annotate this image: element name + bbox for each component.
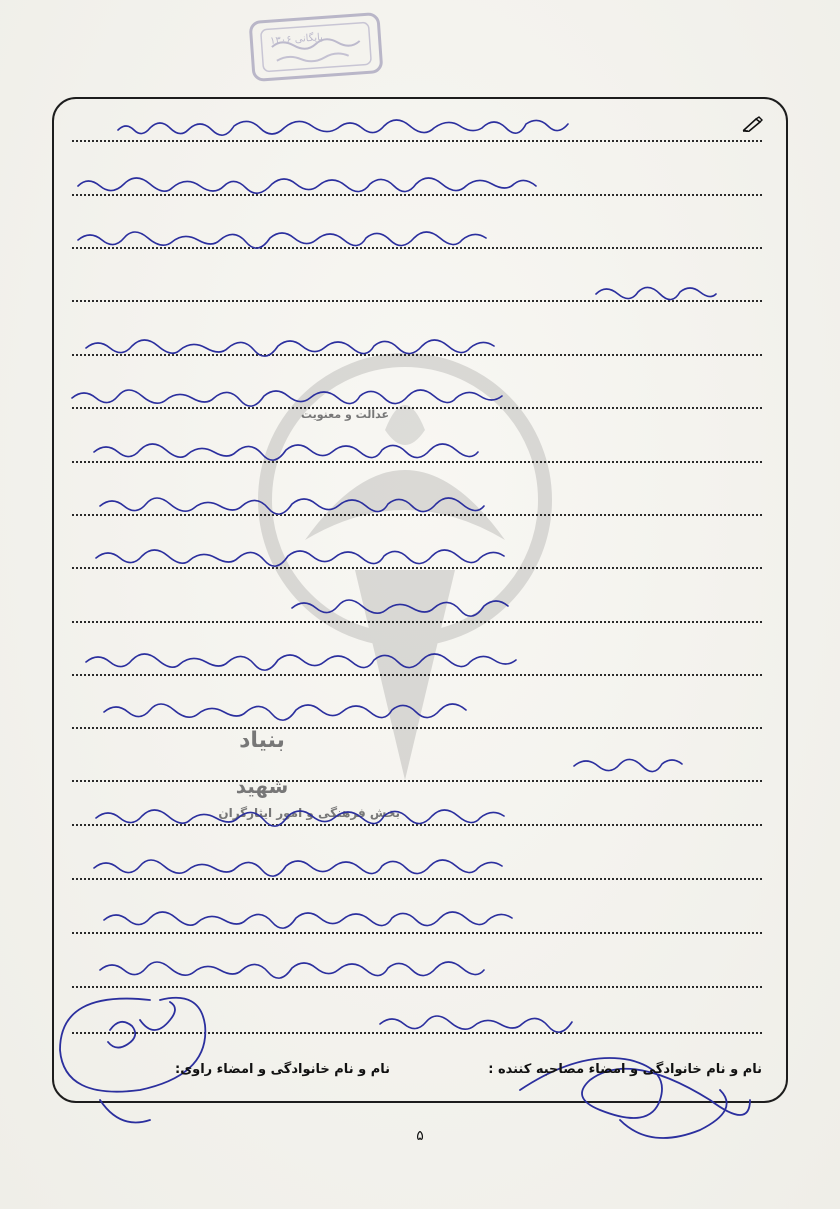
signature-mark [108, 1002, 175, 1048]
handwriting-line-15 [94, 860, 502, 876]
handwriting-line-3 [78, 232, 486, 248]
watermark-word-2: شهید [235, 774, 289, 798]
handwriting-line-14 [96, 810, 504, 826]
handwriting-line-8 [100, 498, 484, 514]
handwriting-line-9 [96, 550, 504, 566]
handwriting-line-18 [380, 1016, 572, 1032]
watermark-motto: عدالت و معنویت [300, 408, 390, 421]
page-number: ۵ [416, 1128, 424, 1144]
signature-loop [60, 998, 205, 1092]
handwriting-line-17 [100, 962, 484, 978]
handwriting-line-6 [72, 390, 502, 406]
handwriting-line-7 [94, 444, 478, 460]
watermark-subtitle: بخش فرهنگی و امور ایثارگران [218, 806, 400, 820]
handwriting-line-1 [118, 120, 568, 135]
handwriting-line-16 [104, 912, 512, 928]
handwriting-line-11 [86, 654, 516, 670]
signature-tail [100, 1100, 150, 1123]
archive-stamp-text: بایگانی ۱۳۰۶ [269, 32, 324, 47]
handwriting-line-2 [78, 178, 536, 193]
handwriting-line-10 [292, 600, 508, 616]
handwriting-line-12 [104, 704, 466, 720]
watermark-word-1: بنیاد [239, 728, 285, 753]
narrator-signature-label: نام و نام خانوادگی و امضاء راوی: [175, 1062, 390, 1077]
handwriting-line-5 [86, 340, 494, 356]
handwriting-line-4 [596, 287, 716, 299]
interviewer-signature-label: نام و نام خانوادگی و امضاء مصاحبه کننده : [488, 1062, 762, 1077]
handwriting-line-13 [574, 759, 682, 771]
